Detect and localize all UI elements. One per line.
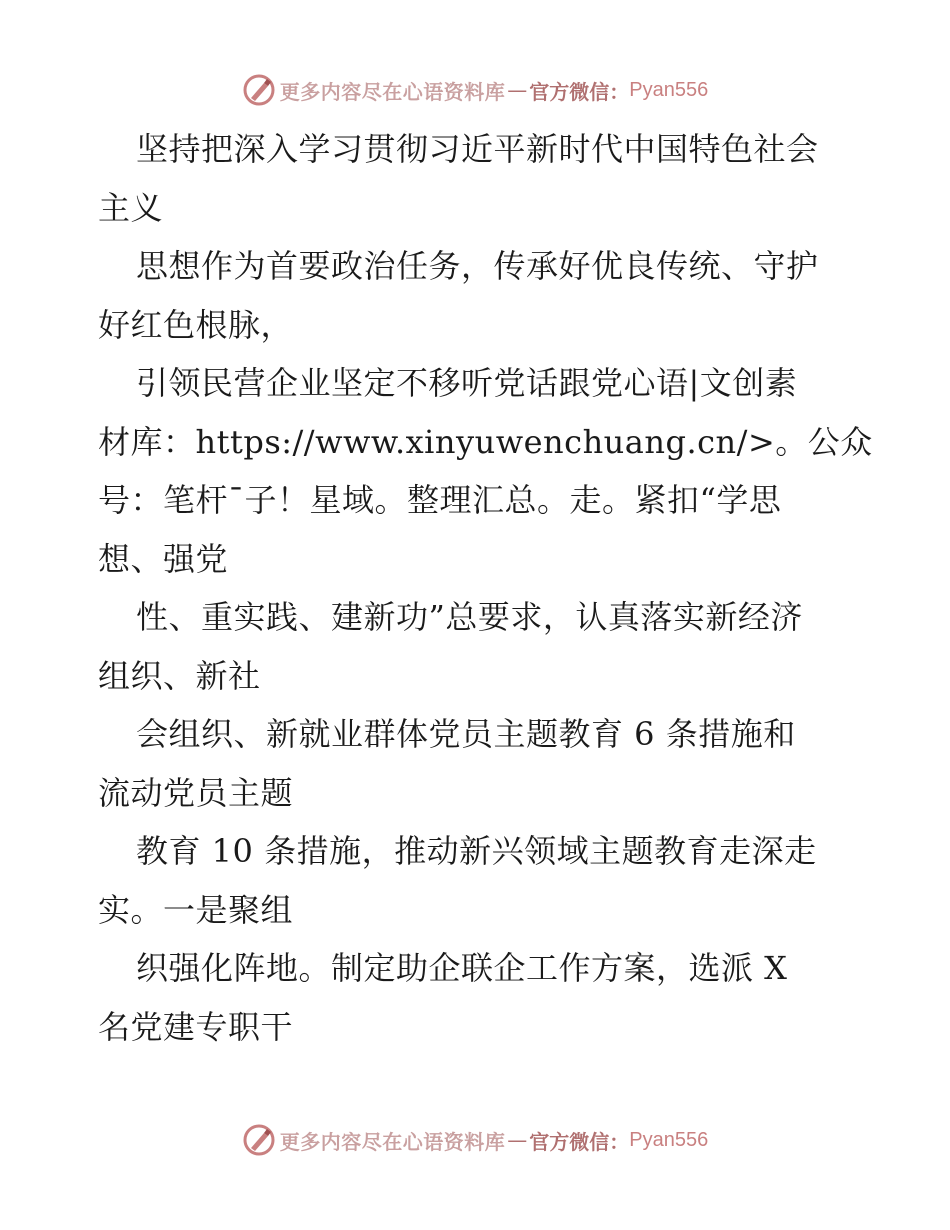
- body-line: 会组织、新就业群体党员主题教育 6 条措施和: [136, 715, 796, 753]
- body-line: 好红色根脉，: [98, 305, 294, 344]
- body-line: 性、重实践、建新功”总要求，认真落实新经济: [136, 598, 803, 636]
- pen-logo-icon: [242, 73, 276, 107]
- body-line: 教育 10 条措施，推动新兴领域主题教育走深走: [136, 832, 817, 870]
- body-line: 引领民营企业坚定不移听党话跟党心语|文创素: [136, 364, 798, 402]
- body-line: 组织、新社: [98, 656, 261, 695]
- body-line: 流动党员主题: [98, 773, 294, 812]
- footer-watermark-banner: [0, 1120, 950, 1160]
- body-line: 号：笔杆¯子！星域。整理汇总。走。紧扣“学思: [98, 481, 782, 519]
- banner-wechat-id: Pyan556: [629, 78, 709, 101]
- pen-logo-icon: [242, 1123, 276, 1157]
- banner-dash: —: [507, 78, 528, 102]
- body-line: 思想作为首要政治任务，传承好优良传统、守护: [136, 247, 819, 285]
- banner-brand-text: 更多内容尽在心语资料库: [279, 1129, 506, 1154]
- document-body: [98, 120, 873, 1056]
- body-line: 材库：https://www.xinyuwenchuang.cn/>。公众: [98, 422, 873, 461]
- body-line: 想、强党: [98, 539, 229, 578]
- body-line: 织强化阵地。制定助企联企工作方案，选派 X: [136, 949, 788, 987]
- body-line: 名党建专职干: [98, 1007, 294, 1046]
- banner-wechat-id: Pyan556: [629, 1128, 709, 1151]
- header-watermark-banner: [0, 70, 950, 110]
- banner-dash: —: [507, 1128, 528, 1152]
- banner-wechat-label: 官方微信：: [529, 1129, 630, 1154]
- banner-brand-text: 更多内容尽在心语资料库: [279, 79, 506, 104]
- body-line: 主义: [98, 188, 164, 227]
- body-line: 实。一是聚组: [98, 890, 294, 929]
- banner-wechat-label: 官方微信：: [529, 79, 630, 104]
- body-line: 坚持把深入学习贯彻习近平新时代中国特色社会: [136, 130, 819, 168]
